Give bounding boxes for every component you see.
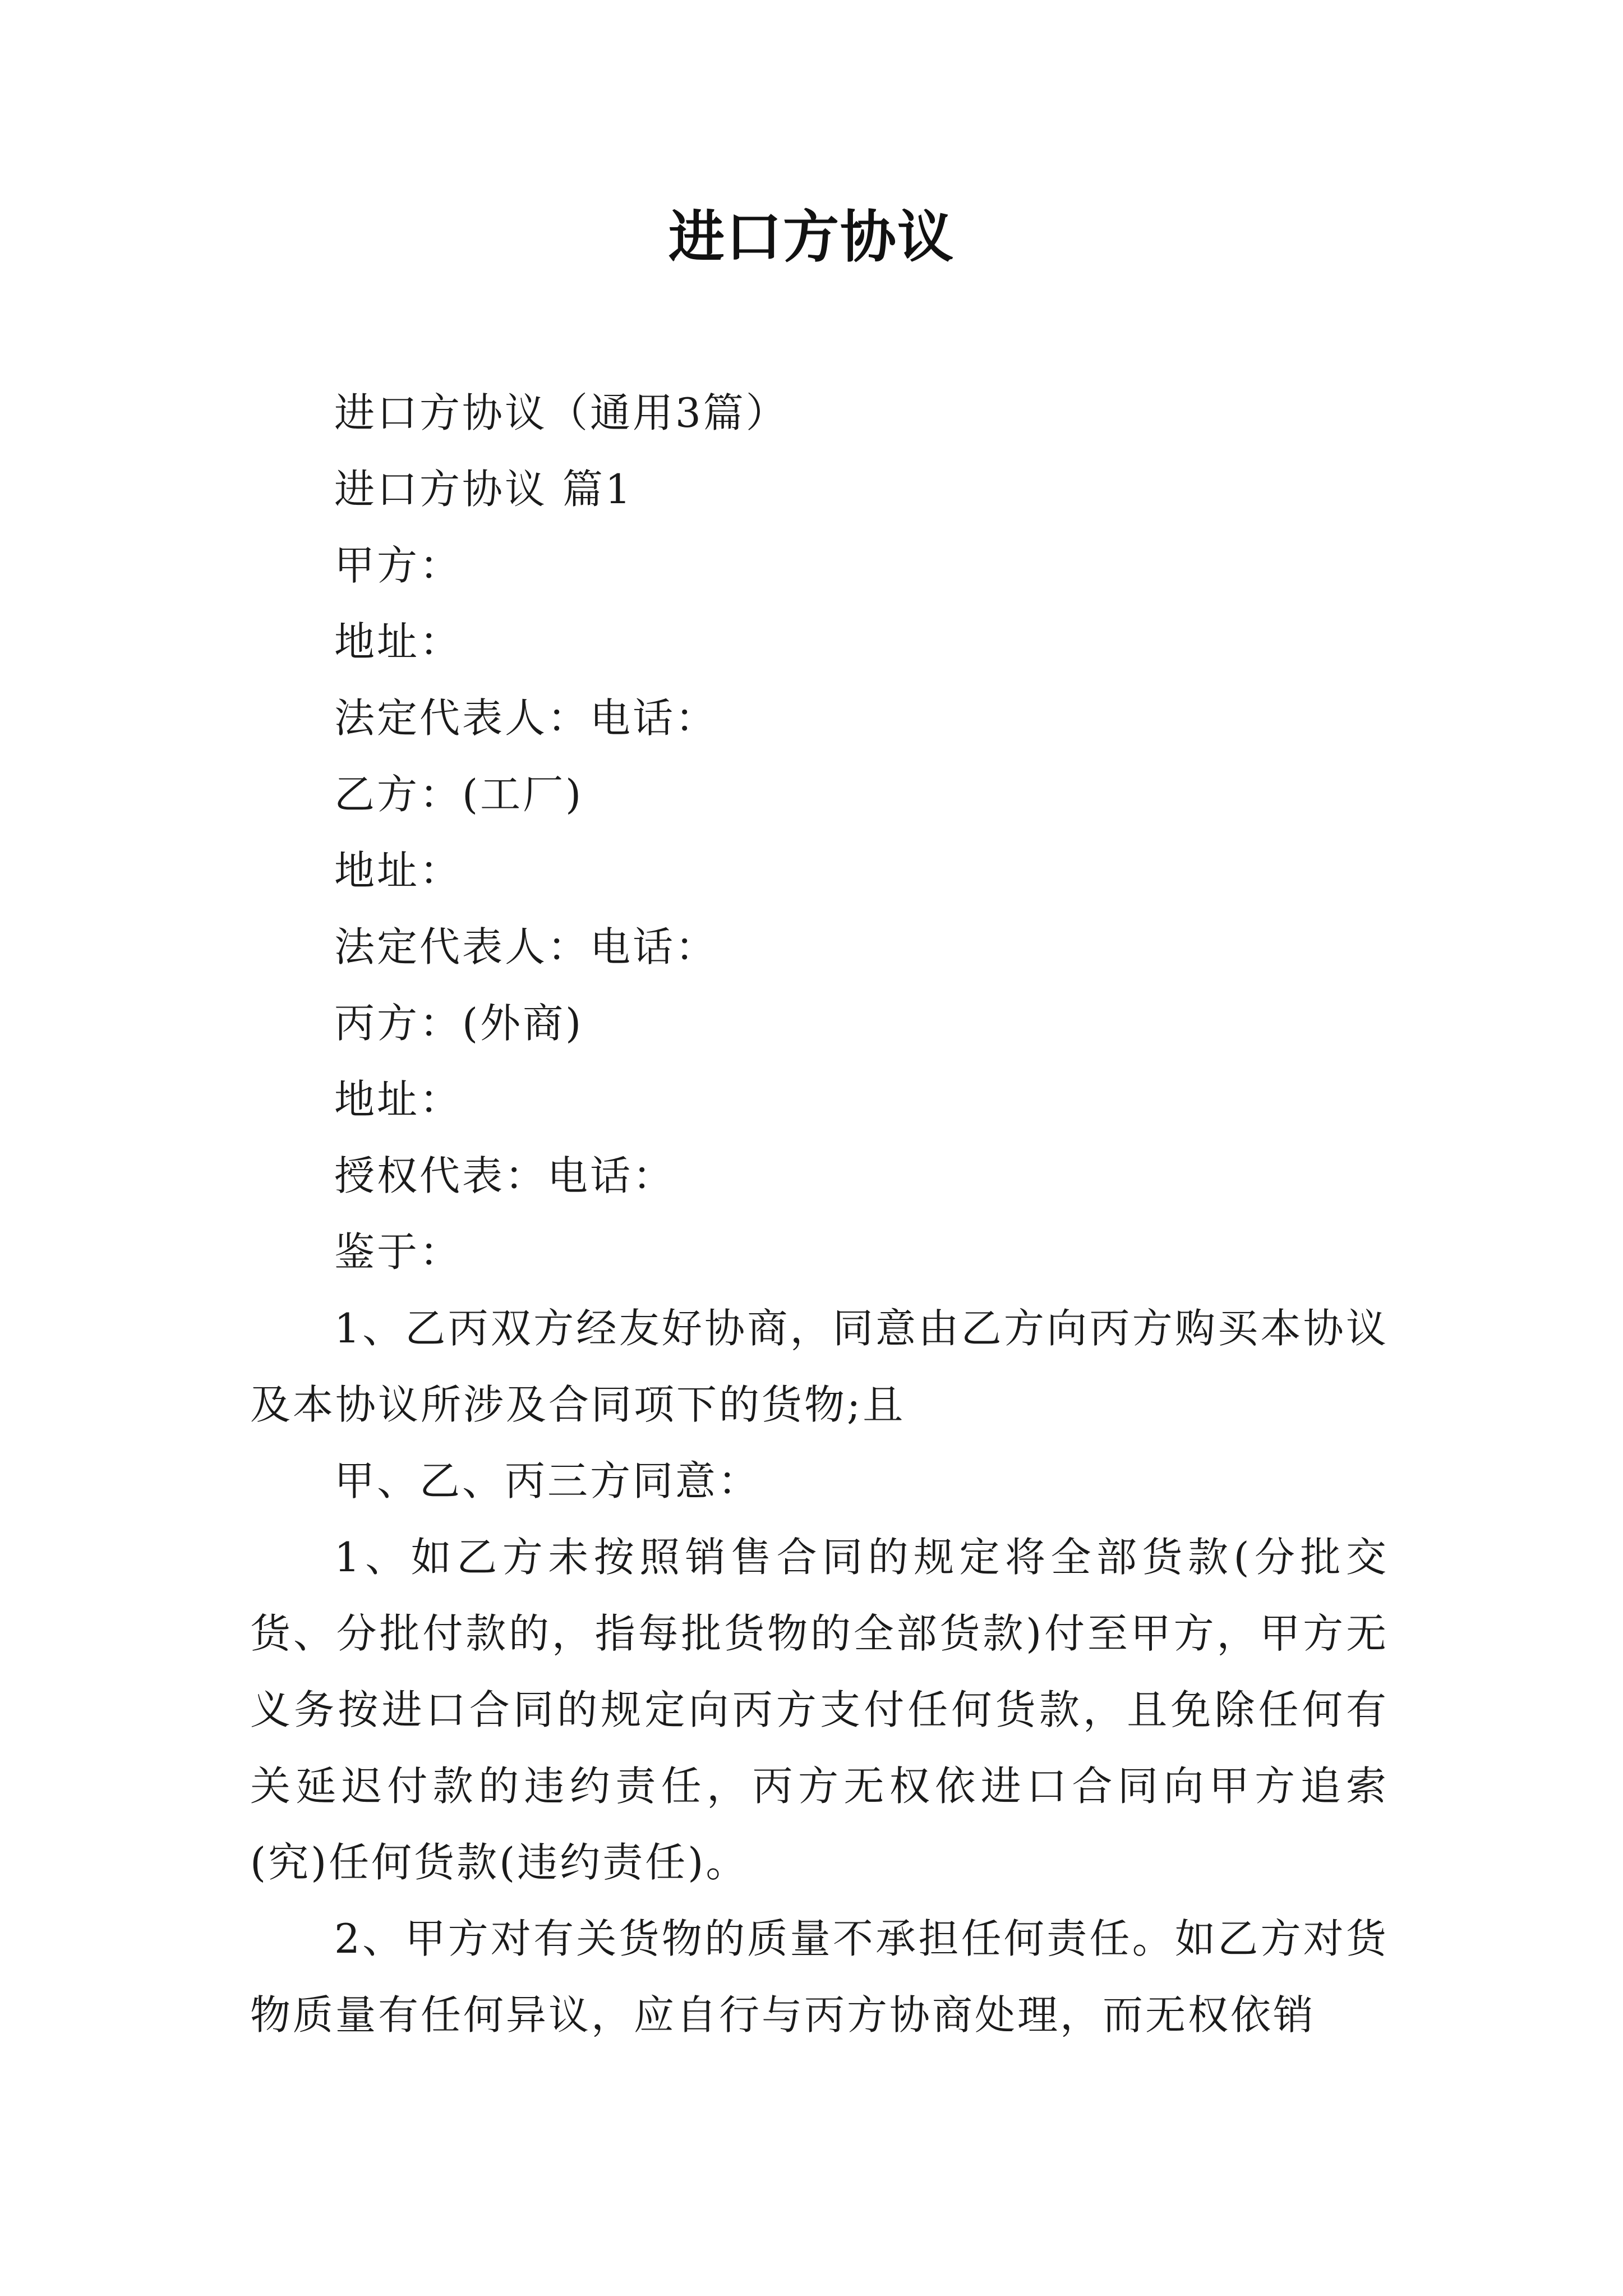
paragraph: 丙方：(外商) — [334, 1000, 584, 1047]
paragraph: 乙方：(工厂) — [334, 771, 584, 818]
paragraph: 授权代表：电话： — [334, 1152, 676, 1199]
paragraph: 地址： — [334, 1076, 463, 1123]
document-body — [250, 375, 1389, 2053]
paragraph: 法定代表人：电话： — [334, 694, 718, 742]
paragraph: 甲、乙、丙三方同意： — [334, 1457, 761, 1504]
paragraph: 鉴于： — [334, 1228, 463, 1276]
paragraph: 地址： — [334, 618, 463, 665]
paragraph: 甲方： — [334, 542, 463, 589]
paragraph: 2、甲方对有关货物的质量不承担任何责任。如乙方对货物质量有任何异议，应自行与丙方协商处理，而无权依销 — [250, 1915, 1389, 2039]
paragraph: 地址： — [334, 847, 463, 894]
paragraph: 进口方协议 篇1 — [334, 466, 633, 513]
document-title: 进口方协议 — [668, 204, 955, 270]
paragraph: 进口方协议（通用3篇） — [334, 389, 789, 436]
paragraph: 1、乙丙双方经友好协商，同意由乙方向丙方购买本协议及本协议所涉及合同项下的货物;且 — [250, 1305, 1389, 1428]
paragraph: 1、如乙方未按照销售合同的规定将全部货款(分批交货、分批付款的，指每批货物的全部货款)付至甲方，甲方无义务按进口合同的规定向丙方支付任何货款，且免除任何有关延迟付款的违约责任，丙方无权依进口合同向甲方追索(究)任何货款(违约责任)。 — [250, 1534, 1389, 1886]
paragraph: 法定代表人：电话： — [334, 923, 718, 970]
